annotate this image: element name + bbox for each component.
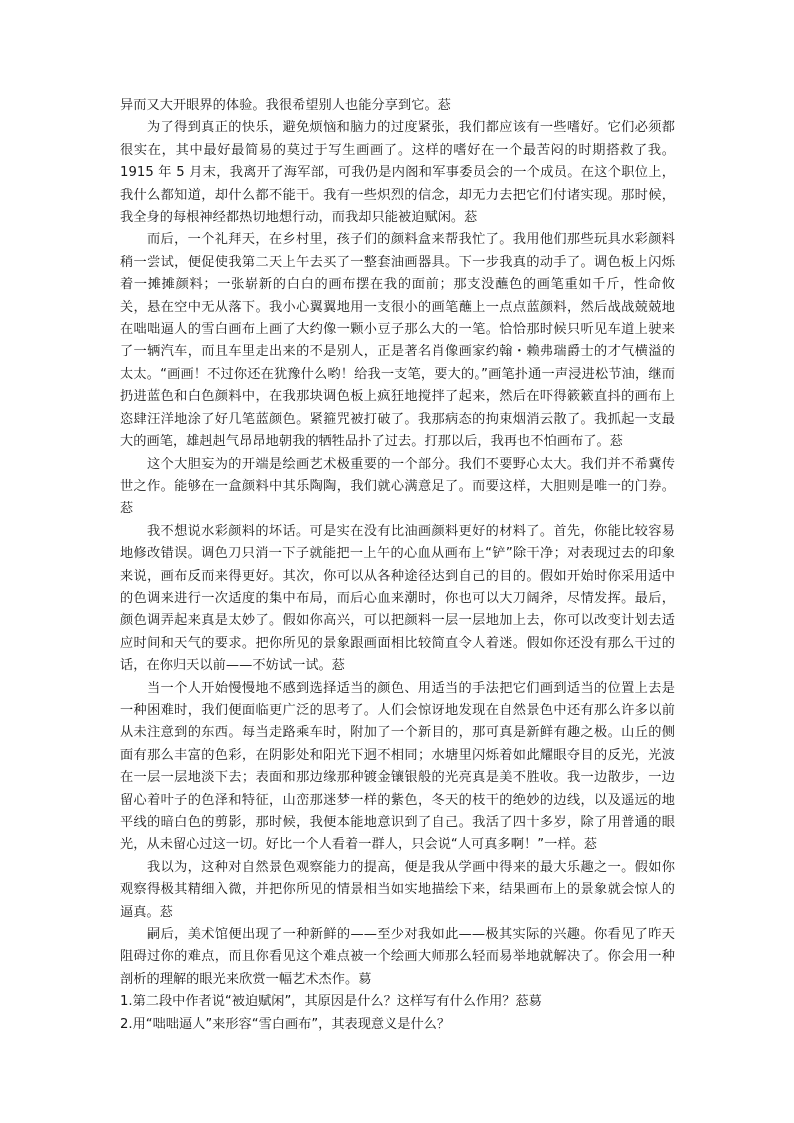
document-page <box>120 95 675 1036</box>
paragraph-hobbies: 为了得到真正的快乐，避免烦恼和脑力的过度紧张，我们都应该有一些嗜好。它们必须都很实在，其中最好最简易的莫过于写生画画了。这样的嗜好在一个最苦闷的时期搭救了我。1915 年 5 月末，我离开了海军部，可我仍是内阁和军事委员会的一个成员。在这个职位上，我什么都知道，却什么都不能干。我有一些炽烈的信念，却无力去把它们付诸实现。那时候，我全身的每根神经都热切地想行动，而我却只能被迫赋闲。䓗 <box>120 120 675 226</box>
paragraph-continuation: 异而又大开眼界的体验。我很希望别人也能分享到它。䓗 <box>120 98 451 113</box>
paragraph-observation-joy: 我以为，这种对自然景色观察能力的提高，便是我从学画中得来的最大乐趣之一。假如你观察得极其精细入微，并把你所见的情景相当如实地描绘下来，结果画布上的景象就会惊人的逼真。䓗 <box>120 859 675 920</box>
paragraph-bold-start: 这个大胆妄为的开端是绘画艺术极重要的一个部分。我们不要野心太大。我们并不希冀传世之作。能够在一盒颜料中其乐陶陶，我们就心满意足了。而要这样，大胆则是唯一的门券。䓗 <box>120 456 675 517</box>
paragraph-first-painting: 而后，一个礼拜天，在乡村里，孩子们的颜料盒来帮我忙了。我用他们那些玩具水彩颜料稍一尝试，便促使我第二天上午去买了一整套油画器具。下一步我真的动手了。调色板上闪烁着一摊摊颜料；一张崭新的白白的画布摆在我的面前；那支没蘸色的画笔重如千斤，性命攸关，悬在空中无从落下。我小心翼翼地用一支很小的画笔蘸上一点点蓝颜料，然后战战兢兢地在咄咄逼人的雪白画布上画了大约像一颗小豆子那么大的一笔。恰恰那时候只听见车道上驶来了一辆汽车，而且车里走出来的不是别人，正是著名肖像画家约翰・赖弗瑞爵士的才气横溢的太太。“画画！不过你还在犹豫什么哟！给我一支笔，要大的。”画笔扑通一声浸进松节油，继而扔进蓝色和白色颜料中，在我那块调色板上疯狂地搅拌了起来，然后在吓得簌簌直抖的画布上恣肆汪洋地涂了好几笔蓝颜色。紧箍咒被打破了。我那病态的拘束烟消云散了。我抓起一支最大的画笔，雄赳赳气昂昂地朝我的牺牲品扑了过去。打那以后，我再也不怕画布了。䓗 <box>120 232 675 450</box>
question-1: 1.第二段中作者说“被迫赋闲”，其原因是什么？这样写有什么作用？䓗䓪 <box>120 994 542 1010</box>
paragraph-observing-nature: 当一个人开始慢慢地不感到选择适当的颜色、用适当的手法把它们画到适当的位置上去是一种困难时，我们便面临更广泛的思考了。人们会惊讶地发现在自然景色中还有那么许多以前从未注意到的东西。每当走路乘车时，附加了一个新目的，那可真是新鲜有趣之极。山丘的侧面有那么丰富的色彩，在阴影处和阳光下迥不相同；水塘里闪烁着如此耀眼夺目的反光，光波在一层一层地淡下去；表面和那边缘那种镀金镶银般的光亮真是美不胜收。我一边散步，一边留心着叶子的色泽和特征，山峦那迷梦一样的紫色，冬天的枝干的绝妙的边线，以及遥远的地平线的暗白色的剪影，那时候，我便本能地意识到了自己。我活了四十多岁，除了用普通的眼光，从未留心过这一切。好比一个人看着一群人，只会说“人可真多啊！”一样。䓗 <box>120 680 675 853</box>
paragraph-oil-paint: 我不想说水彩颜料的坏话。可是实在没有比油画颜料更好的材料了。首先，你能比较容易地修改错误。调色刀只消一下子就能把一上午的心血从画布上“铲”除干净；对表现过去的印象来说，画布反而来得更好。其次，你可以从各种途径达到自己的目的。假如开始时你采用适中的色调来进行一次适度的集中布局，而后心血来潮时，你也可以大刀阔斧，尽情发挥。最后，颜色调弄起来真是太妙了。假如你高兴，可以把颜料一层一层地加上去，你可以改变计划去适应时间和天气的要求。把你所见的景象跟画面相比较简直令人着迷。假如你还没有那么干过的话，在你归天以前——不妨试一试。䓗 <box>120 523 675 674</box>
question-2: 2.用“咄咄逼人”来形容“雪白画布”，其表现意义是什么？ <box>120 1016 451 1032</box>
paragraph-art-gallery: 嗣后，美术馆便出现了一种新鲜的——至少对我如此——极其实际的兴趣。你看见了昨天阻碍过你的难点，而且你看见这个难点被一个绘画大师那么轻而易举地就解决了。你会用一种剖析的理解的眼光来欣赏一幅艺术杰作。䓪 <box>120 927 675 987</box>
